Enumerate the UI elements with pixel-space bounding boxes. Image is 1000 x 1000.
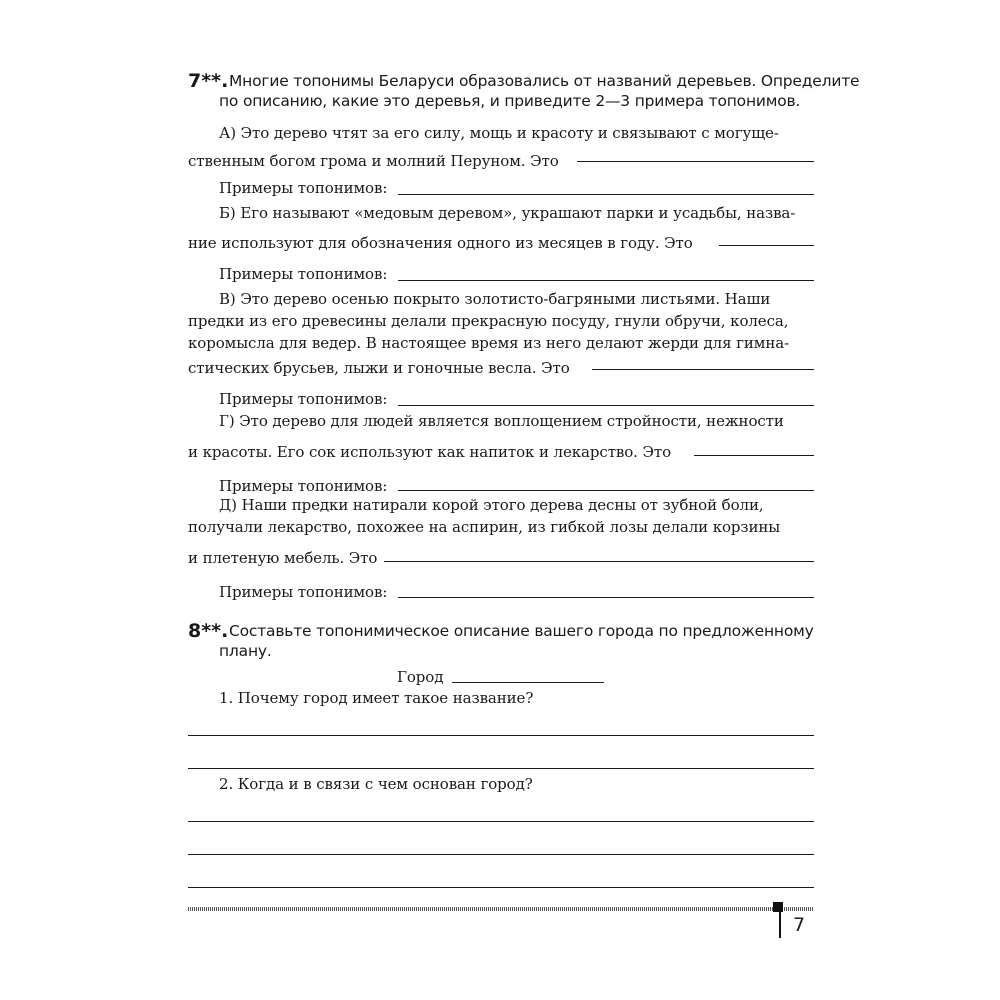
task-7v-text-line-1: В) Это дерево осенью покрыто золотисто-багряными листьями. Наши — [219, 290, 771, 308]
task-7b-text-line-1: Б) Его называют «медовым деревом», украшают парки и усадьбы, назва- — [219, 204, 796, 222]
task-7a-answer-line[interactable] — [577, 161, 814, 162]
task-7-number: 7**. — [188, 70, 229, 92]
task-7d-examples-label: Примеры топонимов: — [219, 583, 388, 601]
task-7d-answer-line[interactable] — [384, 561, 814, 562]
page-marker-square — [773, 902, 783, 912]
task-7b-examples-line[interactable] — [398, 280, 814, 281]
question-2-answer-line-1[interactable] — [188, 821, 814, 822]
task-7v-examples-line[interactable] — [398, 405, 814, 406]
task-7g-examples-label: Примеры топонимов: — [219, 477, 388, 495]
question-1-answer-line-2[interactable] — [188, 768, 814, 769]
task-7a-text-line-2: ственным богом грома и молний Перуном. Это — [188, 152, 559, 170]
task-7d-text-line-2: получали лекарство, похожее на аспирин, из гибкой лозы делали корзины — [188, 518, 781, 536]
task-7g-examples-line[interactable] — [398, 490, 814, 491]
task-8-number: 8**. — [188, 620, 229, 642]
page-marker-tick — [779, 912, 781, 938]
task-7b-answer-line[interactable] — [719, 245, 814, 246]
task-7v-text-line-4: стических брусьев, лыжи и гоночные весла. Это — [188, 359, 570, 377]
task-7d-text-line-3: и плетеную мебель. Это — [188, 549, 378, 567]
task-7a-examples-line[interactable] — [398, 194, 814, 195]
task-8-intro-line-1: Составьте топонимическое описание вашего города по предложенному — [229, 622, 814, 640]
task-7b-text-line-2: ние используют для обозначения одного из месяцев в году. Это — [188, 234, 693, 252]
task-7v-text-line-3: коромысла для ведер. В настоящее время из него делают жерди для гимна- — [188, 334, 790, 352]
city-label: Город — [397, 668, 444, 686]
question-1: 1. Почему город имеет такое название? — [219, 689, 534, 707]
footer-dotted-rule — [188, 907, 814, 911]
task-7-intro-line-2: по описанию, какие это деревья, и приведите 2—3 примера топонимов. — [219, 92, 801, 110]
city-answer-line[interactable] — [452, 682, 604, 683]
task-7-intro-line-1: Многие топонимы Беларуси образовались от названий деревьев. Определите — [229, 72, 860, 90]
task-7b-examples-label: Примеры топонимов: — [219, 265, 388, 283]
task-7d-text-line-1: Д) Наши предки натирали корой этого дерева десны от зубной боли, — [219, 496, 764, 514]
task-7g-text-line-2: и красоты. Его сок используют как напиток и лекарство. Это — [188, 443, 672, 461]
question-1-answer-line-1[interactable] — [188, 735, 814, 736]
task-7v-answer-line[interactable] — [592, 369, 814, 370]
question-2: 2. Когда и в связи с чем основан город? — [219, 775, 533, 793]
task-7a-text-line-1: А) Это дерево чтят за его силу, мощь и красоту и связывают с могуще- — [219, 124, 779, 142]
task-8-intro-line-2: плану. — [219, 642, 272, 660]
question-2-answer-line-2[interactable] — [188, 854, 814, 855]
task-7g-answer-line[interactable] — [694, 455, 814, 456]
task-7v-examples-label: Примеры топонимов: — [219, 390, 388, 408]
page-number: 7 — [793, 914, 806, 936]
question-2-answer-line-3[interactable] — [188, 887, 814, 888]
task-7v-text-line-2: предки из его древесины делали прекрасную посуду, гнули обручи, колеса, — [188, 312, 789, 330]
task-7g-text-line-1: Г) Это дерево для людей является воплощением стройности, нежности — [219, 412, 784, 430]
task-7a-examples-label: Примеры топонимов: — [219, 179, 388, 197]
task-7d-examples-line[interactable] — [398, 597, 814, 598]
